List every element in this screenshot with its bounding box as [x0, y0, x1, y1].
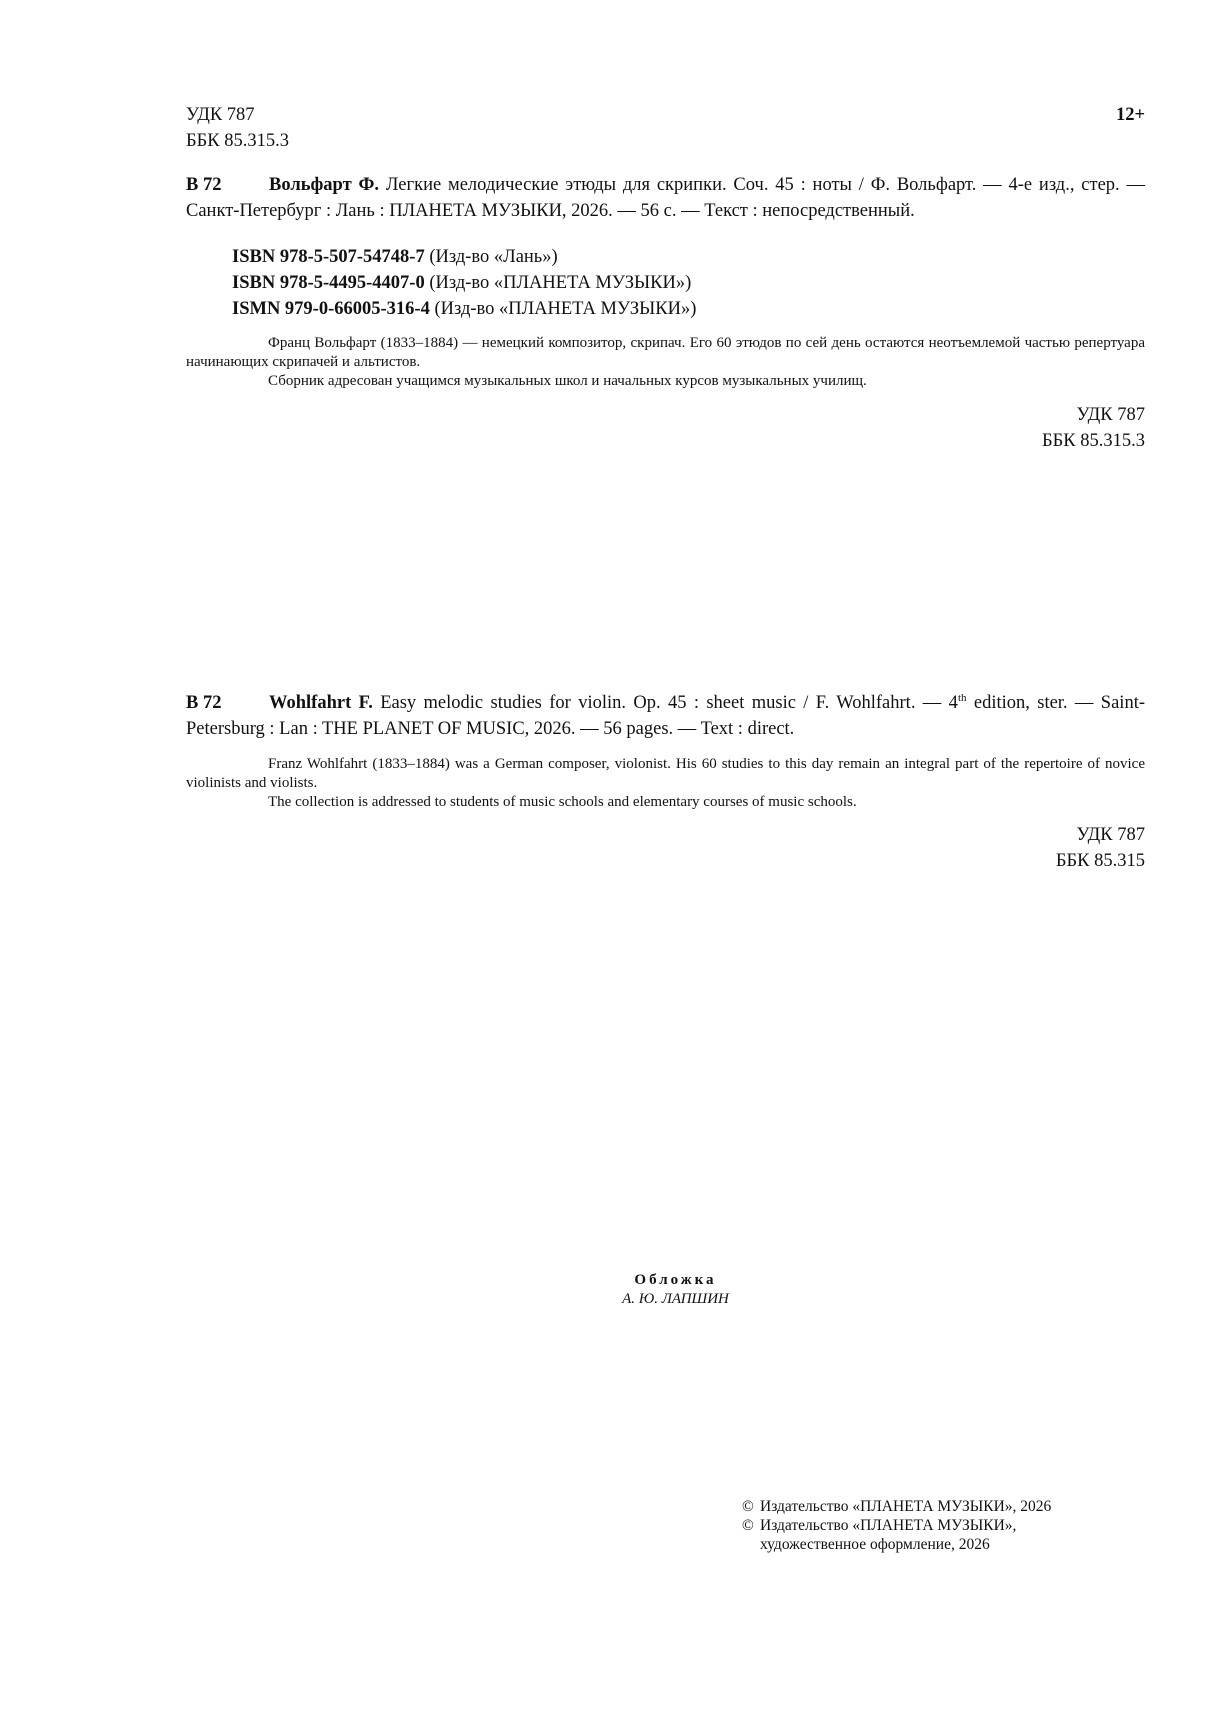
ru-abstract-paragraph-2: Сборник адресован учащимся музыкальных школ и начальных курсов музыкальных училищ. [268, 373, 867, 389]
ru-entry-author: Вольфарт Ф. [269, 175, 380, 195]
copyright-icon: © [742, 1498, 754, 1515]
identifier-isbn-planet [232, 270, 696, 296]
identifier-publisher: (Изд-во «ПЛАНЕТА МУЗЫКИ») [429, 273, 692, 293]
copyright-line-1 [742, 1497, 1051, 1516]
identifier-publisher: (Изд-во «ПЛАНЕТА МУЗЫКИ») [434, 299, 697, 319]
cover-credit [0, 1272, 1211, 1308]
ru-entry-description [186, 172, 1145, 224]
ru-identifiers [232, 244, 696, 322]
copyright-text: Издательство «ПЛАНЕТА МУЗЫКИ», [760, 1517, 1017, 1534]
copyright-line-3: художественное оформление, 2026 [760, 1536, 990, 1553]
ru-abstract-paragraph-1: Франц Вольфарт (1833–1884) — немецкий композитор, скрипач. Его 60 этюдов по сей день остаются неотъемлемой частью репертуара начинающих скрипачей и альтистов. [186, 335, 1145, 370]
en-entry-description [186, 690, 1145, 742]
en-entry-author: Wohlfahrt F. [269, 693, 373, 713]
identifier-code: ISBN 978-5-507-54748-7 [232, 247, 425, 267]
en-abstract-paragraph-2: The collection is addressed to students of music schools and elementary courses of music schools. [268, 794, 857, 810]
copyright-line-2 [742, 1516, 1051, 1535]
cover-label: Обложка [634, 1272, 717, 1288]
identifier-publisher: (Изд-во «Лань») [429, 247, 558, 267]
cover-artist: А. Ю. ЛАПШИН [622, 1291, 729, 1307]
en-abstract-paragraph-1: Franz Wohlfahrt (1833–1884) was a German composer, violonist. His 60 studies to this day remain an integral part of the repertoire of novice violinists and violists. [186, 756, 1145, 791]
header-udk: УДК 787 [186, 105, 255, 125]
identifier-ismn-planet [232, 296, 696, 322]
identifier-isbn-lan [232, 244, 696, 270]
ru-entry-code: В 72 [186, 175, 222, 195]
header-classification [186, 102, 289, 154]
en-entry-text-a: Easy melodic studies for violin. Op. 45 : sheet music / F. Wohlfahrt. — 4 [380, 693, 958, 713]
en-bbk: ББК 85.315 [1055, 851, 1145, 871]
header-bbk: ББК 85.315.3 [186, 131, 289, 151]
en-entry-superscript: th [957, 691, 967, 704]
age-rating: 12+ [1115, 105, 1145, 125]
ru-entry-text: Легкие мелодические этюды для скрипки. Соч. 45 : ноты / Ф. Вольфарт. — 4-е изд., стер. — Санкт-Петербург : Лань : ПЛАНЕТА МУЗЫКИ, 2026. — 56 с. — Текст : непосредственный. [186, 175, 1145, 221]
en-udk: УДК 787 [1076, 825, 1145, 845]
ru-classification [1042, 402, 1145, 454]
ru-udk: УДК 787 [1076, 405, 1145, 425]
copyright-icon: © [742, 1517, 754, 1534]
en-abstract [186, 755, 1145, 812]
identifier-code: ISMN 979-0-66005-316-4 [232, 299, 430, 319]
identifier-code: ISBN 978-5-4495-4407-0 [232, 273, 425, 293]
ru-abstract [186, 334, 1145, 391]
en-classification [1056, 822, 1145, 874]
copyright-block [742, 1497, 1051, 1554]
ru-bbk: ББК 85.315.3 [1042, 431, 1145, 451]
copyright-text: Издательство «ПЛАНЕТА МУЗЫКИ», 2026 [760, 1498, 1052, 1515]
en-entry-code: В 72 [186, 693, 222, 713]
en-entry-text-b: edition, ster. — Saint-Petersburg : Lan : THE PLANET OF MUSIC, 2026. — 56 pages. — Text : direct. [186, 693, 1145, 739]
